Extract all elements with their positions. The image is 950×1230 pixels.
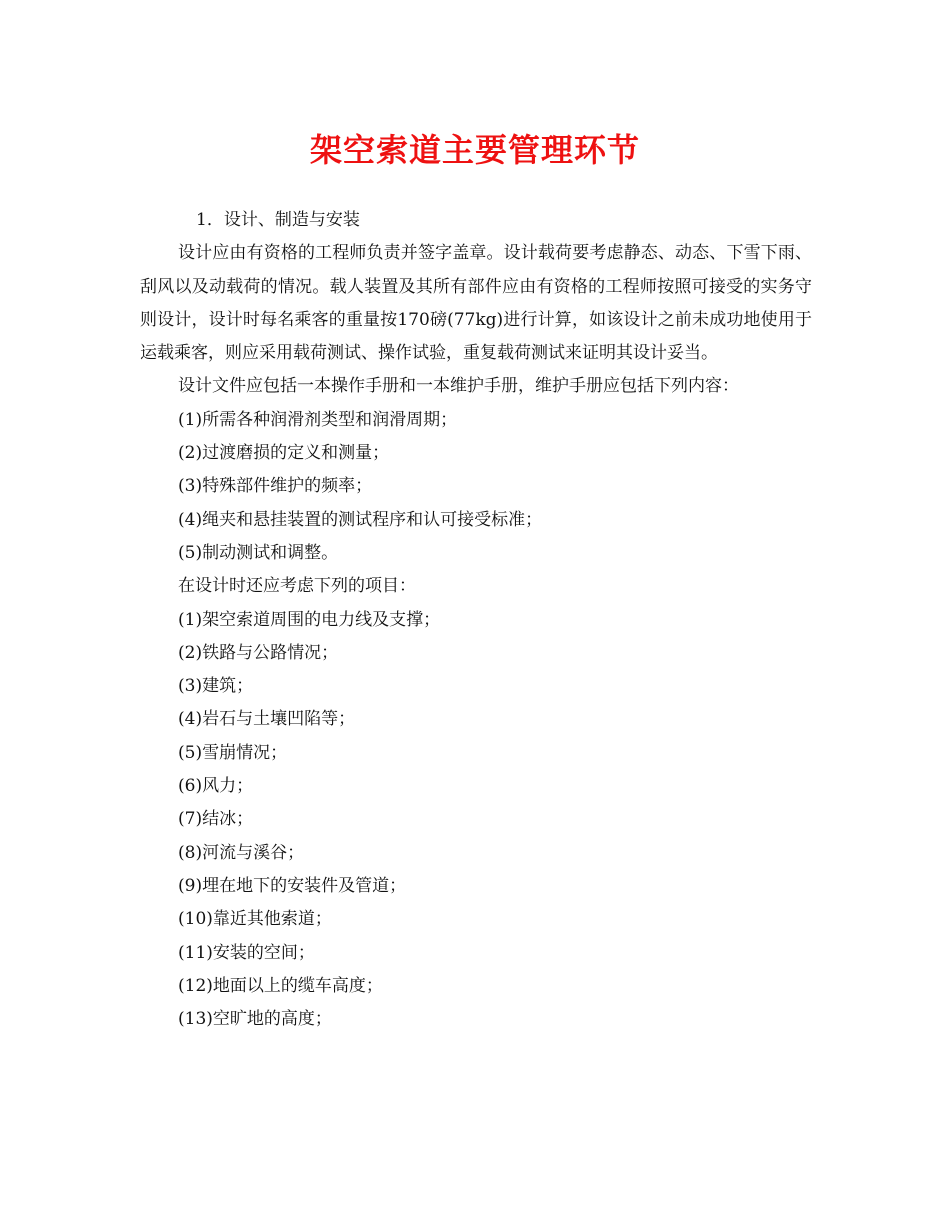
list-item: (3)建筑； xyxy=(178,676,254,697)
paragraph-design-responsibility: 设计应由有资格的工程师负责并签字盖章。设计载荷要考虑静态、动态、下雪下雨、刮风以及动载荷的情况。载人装置及其所有部件应由有资格的工程师按照可接受的实务守则设计，设计时每名乘客的重量按170磅(77kg)进行计算，如该设计之前未成功地使用于运载乘客，则应采用载荷测试、操作试验，重复载荷测试来证明其设计妥当。 xyxy=(140,243,812,364)
design-considerations-list xyxy=(140,604,812,1037)
list-item: (13)空旷地的高度； xyxy=(178,1009,332,1030)
list-item: (9)埋在地下的安装件及管道； xyxy=(178,875,407,896)
design-considerations-intro: 在设计时还应考虑下列的项目： xyxy=(178,576,416,597)
list-item: (2)铁路与公路情况； xyxy=(178,642,339,663)
list-item: (1)所需各种润滑剂类型和润滑周期； xyxy=(178,409,458,430)
list-item: (3)特殊部件维护的频率； xyxy=(178,476,373,497)
section-heading: 1．设计、制造与安装 xyxy=(196,210,360,230)
list-item: (8)河流与溪谷； xyxy=(178,842,305,863)
list-item: (11)安装的空间； xyxy=(178,942,315,963)
list-item: (5)雪崩情况； xyxy=(178,742,288,763)
list-item: (10)靠近其他索道； xyxy=(178,909,332,930)
list-item: (6)风力； xyxy=(178,776,254,797)
list-item: (4)绳夹和悬挂装置的测试程序和认可接受标准； xyxy=(178,509,543,530)
list-item: (2)过渡磨损的定义和测量； xyxy=(178,443,390,464)
list-item: (4)岩石与土壤凹陷等； xyxy=(178,709,356,730)
list-item: (5)制动测试和调整。 xyxy=(178,542,339,563)
paragraph-design-documents: 设计文件应包括一本操作手册和一本维护手册，维护手册应包括下列内容： xyxy=(178,376,739,397)
list-item: (1)架空索道周围的电力线及支撑； xyxy=(178,609,441,630)
document-title: 架空索道主要管理环节 xyxy=(309,131,640,169)
list-item: (7)结冰； xyxy=(178,809,254,830)
list-item: (12)地面以上的缆车高度； xyxy=(178,975,383,996)
document-body xyxy=(140,204,812,1036)
maintenance-list xyxy=(140,404,812,570)
